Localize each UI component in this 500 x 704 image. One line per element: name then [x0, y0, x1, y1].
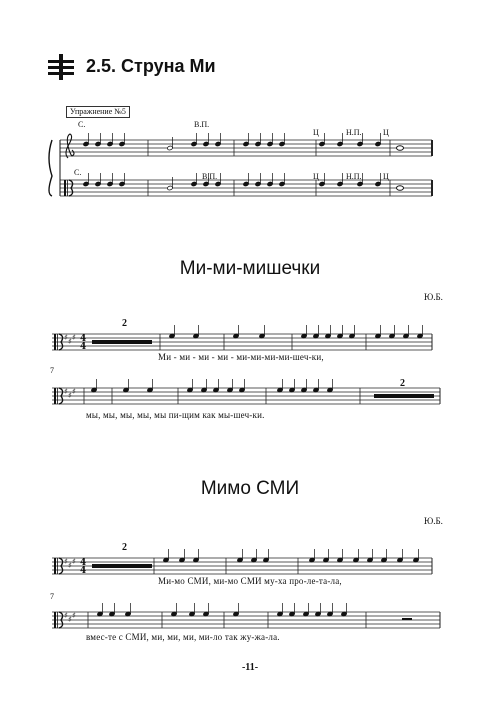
song-2-measure-number: 7: [50, 592, 54, 601]
cello-string-icon: [46, 54, 76, 80]
song-2-staff-2-sharps: ♯: [68, 615, 72, 624]
song-2-staff-2-sharps: ♯: [72, 611, 76, 620]
mark-bottom-2: В.П.: [202, 172, 218, 181]
song-2-staff-1-timesig: 4: [80, 558, 87, 568]
song-1-staff-1-sharps: ♯: [68, 337, 72, 346]
song-2-whole-rest: [402, 618, 412, 620]
mark-bottom-3: Ц: [313, 172, 319, 181]
song-2-staff-1-timesig: 4: [80, 566, 87, 576]
song-2-lyrics-line-2: вмес-те с СМИ, ми, ми, ми, ми-ло так жу-жа-ла.: [86, 632, 280, 642]
song-2-staff-1-clef-thin: [57, 558, 58, 574]
alto-clef: [64, 180, 66, 196]
song-2-staff-1-sharps: ♯: [64, 557, 68, 566]
song-1-staff-2-clef: [54, 388, 56, 404]
rest-number-1b: 2: [400, 378, 405, 389]
mark-top-2: В.П.: [194, 120, 210, 129]
song-2-staff-1-sharps: ♯: [72, 557, 76, 566]
mark-bottom-4: Н.П.: [346, 172, 362, 181]
song-author-2: Ю.Б.: [424, 516, 443, 526]
rest-number-1: 2: [122, 318, 127, 329]
song-1-staff-1-timesig: 4: [80, 334, 87, 344]
mark-top-1: С.: [78, 120, 86, 129]
section-title: 2.5. Струна Ми: [86, 56, 216, 76]
song-title-2: Мимо СМИ: [200, 478, 300, 499]
song-1-staff-1-timesig: 4: [80, 342, 87, 352]
song-title-1: Ми-ми-мишечки: [179, 258, 321, 279]
song-2-lyrics-line-1: Ми-мо СМИ, ми-мо СМИ му-ха про-ле-та-ла,: [158, 576, 342, 586]
mark-top-4: Н.П.: [346, 128, 362, 137]
mark-bottom-5: Ц: [383, 172, 389, 181]
alto-clef-thin: [67, 180, 68, 196]
system-brace: [49, 140, 52, 196]
mark-top-3: Ц: [313, 128, 319, 137]
song-2-staff-1-clef: [54, 558, 56, 574]
song-1-staff-1-clef: [54, 334, 56, 350]
treble-clef: [66, 134, 74, 158]
song-2-staff-2-sharps: ♯: [64, 611, 68, 620]
page-number: -11-: [241, 662, 259, 673]
song-1-staff-1-clef-thin: [57, 334, 58, 350]
rest-number-2: 2: [122, 542, 127, 553]
exercise-label: Упражнение №5: [66, 106, 130, 118]
song-1-lyrics-line-1: Ми - ми - ми - ми - ми-ми-ми-ми-шеч-ки,: [158, 352, 324, 362]
mark-bottom-1: С.: [74, 168, 82, 177]
song-1-lyrics-line-2: мы, мы, мы, мы, мы пи-щим как мы-шеч-ки.: [86, 410, 265, 420]
song-2-staff-2-clef-thin: [57, 612, 58, 628]
song-1-staff-2-sharps: ♯: [64, 387, 68, 396]
song-author-1: Ю.Б.: [424, 292, 443, 302]
exercise-whole-note: [397, 186, 404, 191]
song-1-staff-2-sharps: ♯: [72, 387, 76, 396]
mark-top-5: Ц: [383, 128, 389, 137]
song-1-staff-1-sharps: ♯: [64, 333, 68, 342]
song-2-staff-1-sharps: ♯: [68, 561, 72, 570]
song-1-staff-1-multirest: [92, 340, 152, 344]
song-1-staff-2-sharps: ♯: [68, 391, 72, 400]
song-2-staff-1-multirest: [92, 564, 152, 568]
song-1-staff-1-sharps: ♯: [72, 333, 76, 342]
song-2-staff-2-clef: [54, 612, 56, 628]
song-1-staff-2-multirest: [374, 394, 434, 398]
song-1-staff-2-clef-thin: [57, 388, 58, 404]
exercise-whole-note: [397, 146, 404, 151]
song-1-measure-number: 7: [50, 366, 54, 375]
